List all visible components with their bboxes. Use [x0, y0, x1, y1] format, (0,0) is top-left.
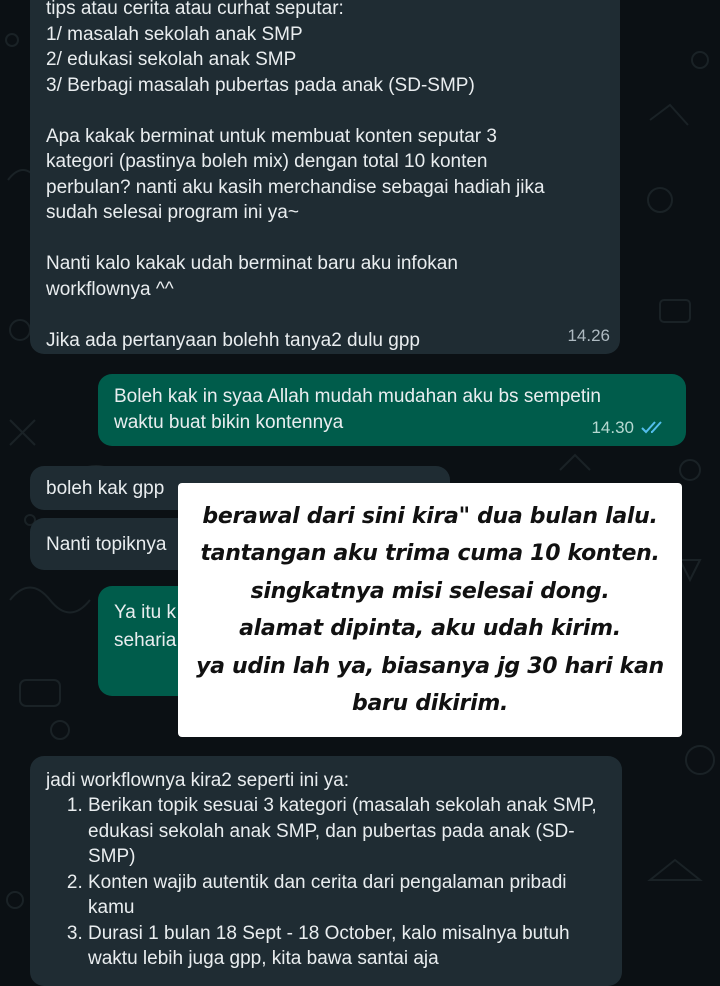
- caption-line: singkatnya misi selesai dong.: [250, 578, 610, 604]
- message-bubble-incoming[interactable]: [30, 756, 622, 986]
- list-item: 1. Berikan topik sesuai 3 kategori (masalah sekolah anak SMP, edukasi sekolah anak SMP, dan pubertas pada anak (SD-SMP): [88, 793, 608, 870]
- double-check-icon: [640, 419, 670, 435]
- message-text: Nanti topiknya: [46, 534, 167, 555]
- workflow-list: [62, 793, 608, 972]
- list-item: 2. Konten wajib autentik dan cerita dari pengalaman pribadi kamu: [88, 870, 608, 921]
- message-text: tips atau cerita atau curhat seputar: 1/ masalah sekolah anak SMP 2/ edukasi sekolah anak SMP 3/ Berbagi masalah pubertas pada anak (SD-SMP) Apa kakak berminat untuk membuat konten seputar 3 kategori (pastinya boleh mix) dengan total 10 konten perbulan? nanti aku kasih merchandise sebagai hadiah jika sudah selesai program ini ya~ Nanti kalo kakak udah berminat baru aku infokan workflownya ^^ Jika ada pertanyaan bolehh tanya2 dulu gpp: [46, 0, 545, 351]
- caption-line: alamat dipinta, aku udah kirim.: [239, 616, 621, 641]
- message-text: jadi workflownya kira2 seperti ini ya:: [46, 770, 350, 791]
- caption-overlay: [178, 483, 682, 737]
- caption-line: baru dikirim.: [352, 691, 508, 716]
- message-time: 14.30: [591, 417, 634, 437]
- message-bubble-incoming[interactable]: [30, 0, 620, 354]
- caption-line: berawal dari sini kira" dua bulan lalu.: [202, 503, 658, 529]
- message-meta: [591, 415, 670, 441]
- message-text-line: Ya itu k: [114, 602, 176, 623]
- message-bubble-outgoing[interactable]: [98, 374, 686, 446]
- list-item: 3. Durasi 1 bulan 18 Sept - 18 October, kalo misalnya butuh waktu lebih juga gpp, kita bawa santai aja: [88, 921, 608, 972]
- message-meta: [567, 323, 610, 349]
- message-text-line: seharia: [114, 630, 177, 651]
- caption-line: tantangan aku trima cuma 10 konten.: [200, 541, 660, 566]
- caption-line: ya udin lah ya, biasanya jg 30 hari kan: [196, 653, 664, 679]
- message-time: 14.26: [567, 325, 610, 345]
- message-text: Boleh kak in syaa Allah mudah mudahan aku bs sempetin waktu buat bikin kontennya: [114, 386, 601, 433]
- message-text: boleh kak gpp: [46, 478, 165, 499]
